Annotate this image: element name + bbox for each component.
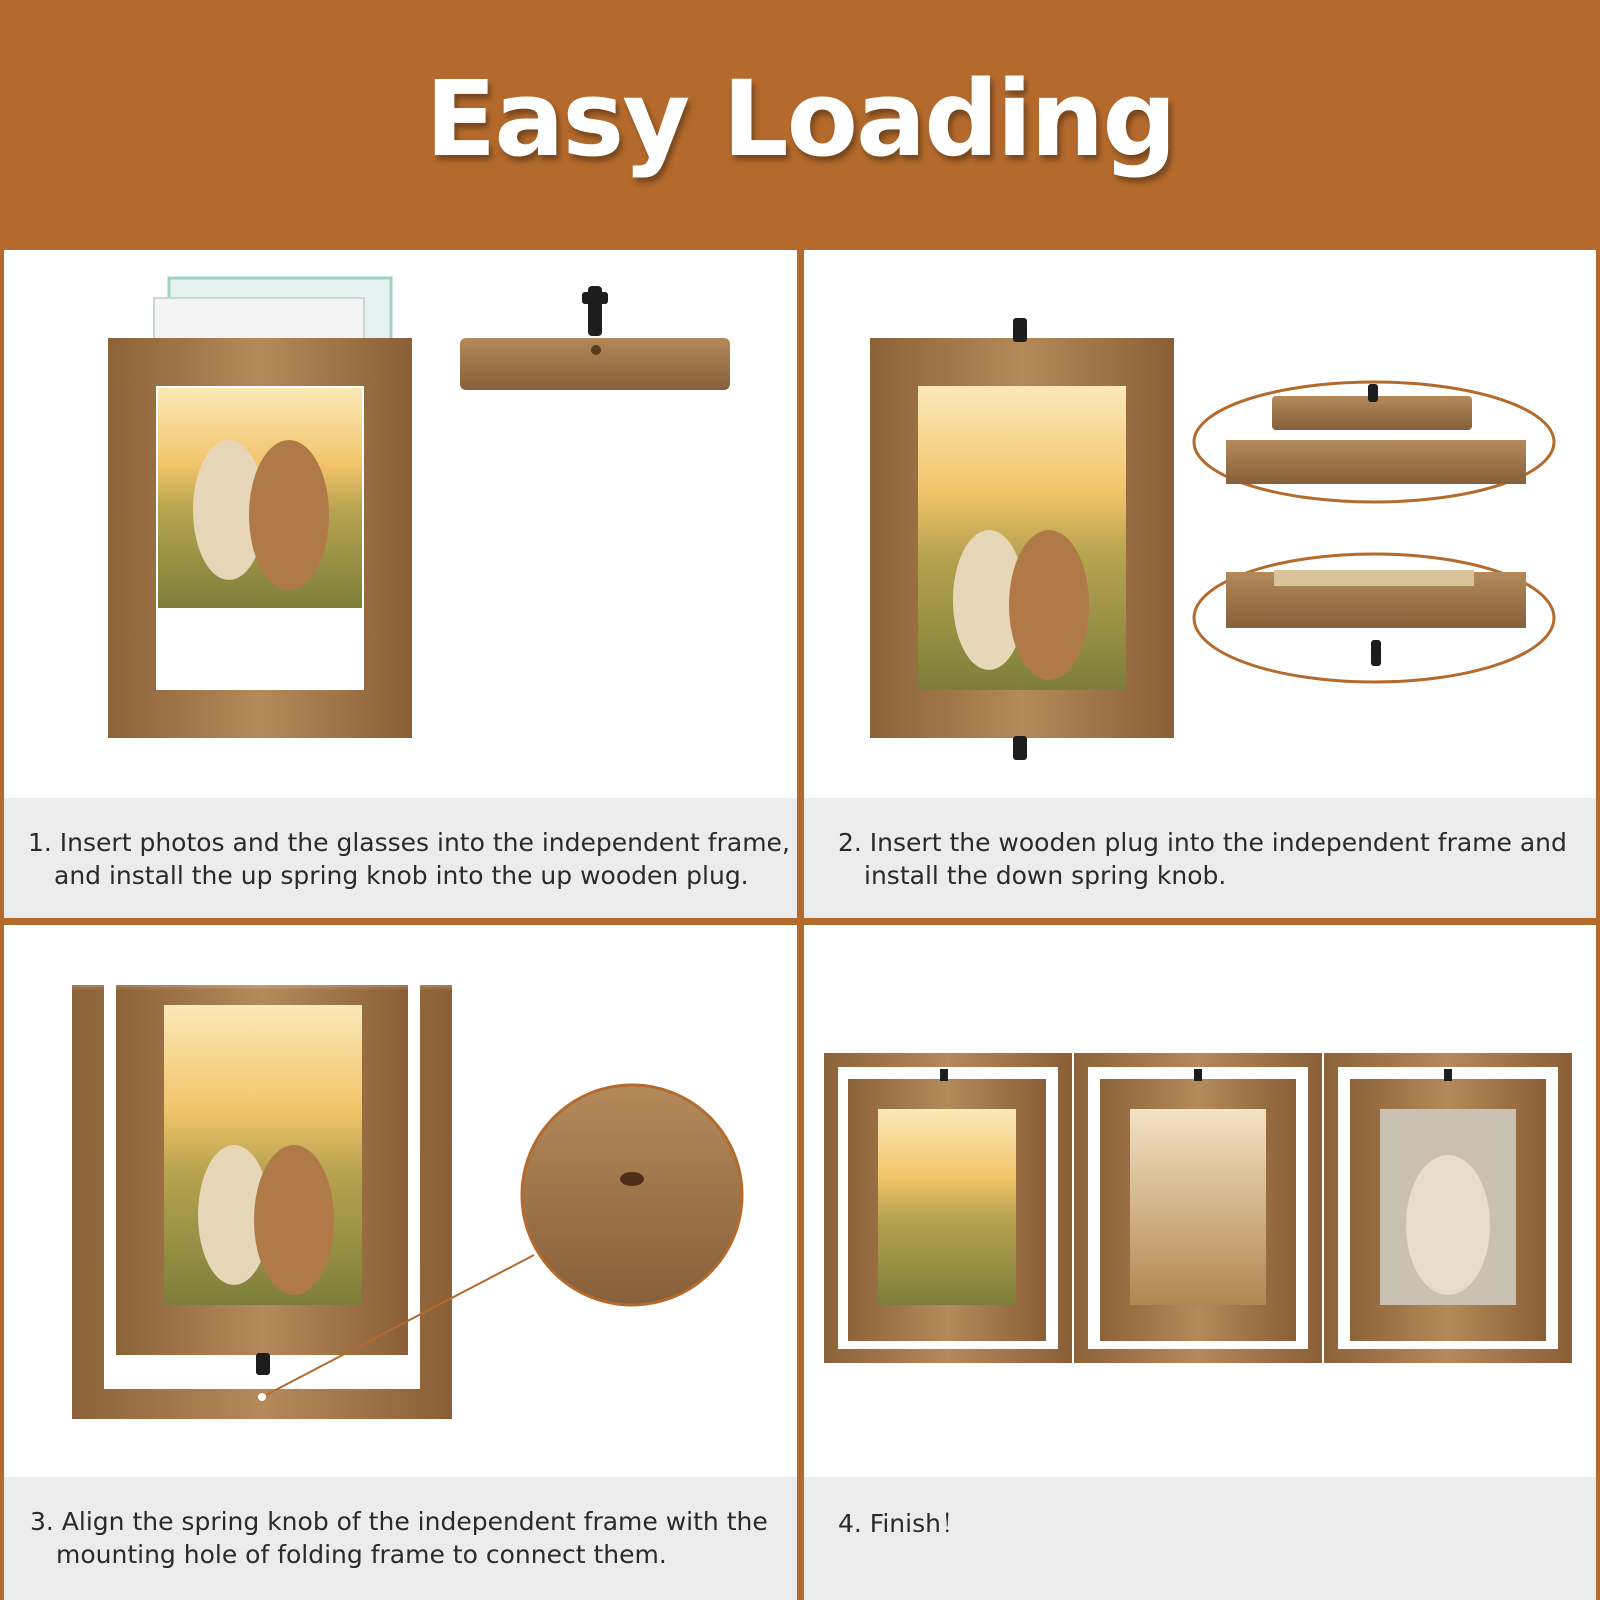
step-1-illustration [4, 250, 797, 798]
up-spring-knob-icon [1013, 318, 1027, 342]
step-1-panel [4, 250, 797, 918]
step-3-line-1: 3. Align the spring knob of the independent frame with the [30, 1507, 768, 1536]
step-2-line-1: 2. Insert the wooden plug into the independent frame and [838, 828, 1567, 857]
step-4-line-1: 4. Finish！ [838, 1509, 966, 1538]
spring-knob-icon [256, 1353, 270, 1375]
step-4-panel [804, 925, 1596, 1600]
step-4-caption-bar [804, 1477, 1596, 1600]
step-3-line-2: mounting hole of folding frame to connect them. [56, 1540, 667, 1569]
step-2-caption-bar [804, 798, 1596, 918]
step-1-line-2: and install the up spring knob into the up wooden plug. [54, 861, 749, 890]
header-banner [0, 0, 1600, 248]
step-2-line-2: install the down spring knob. [864, 861, 1227, 890]
down-spring-knob-icon [1013, 736, 1027, 760]
step-1-caption-bar [4, 798, 797, 918]
step-3-caption [30, 1505, 768, 1571]
step-2-illustration [804, 250, 1596, 798]
step-3-illustration [4, 925, 797, 1477]
step-2-panel [804, 250, 1596, 918]
step-2-caption [838, 826, 1567, 892]
spring-knob-icon [1371, 640, 1381, 666]
step-4-caption [838, 1507, 966, 1540]
photo-children [878, 1109, 1016, 1305]
frame-top-edge [1226, 440, 1526, 484]
step-3-caption-bar [4, 1477, 797, 1600]
step-1-caption [28, 826, 790, 892]
mounting-hole [258, 1393, 266, 1401]
step-4-illustration [804, 925, 1596, 1477]
step-1-line-1: 1. Insert photos and the glasses into the independent frame, [28, 828, 790, 857]
step-3-panel [4, 925, 797, 1600]
photo-family-kite [1130, 1109, 1266, 1305]
zoom-circle-mounting-hole [522, 1085, 742, 1305]
page-title: Easy Loading [425, 58, 1175, 180]
